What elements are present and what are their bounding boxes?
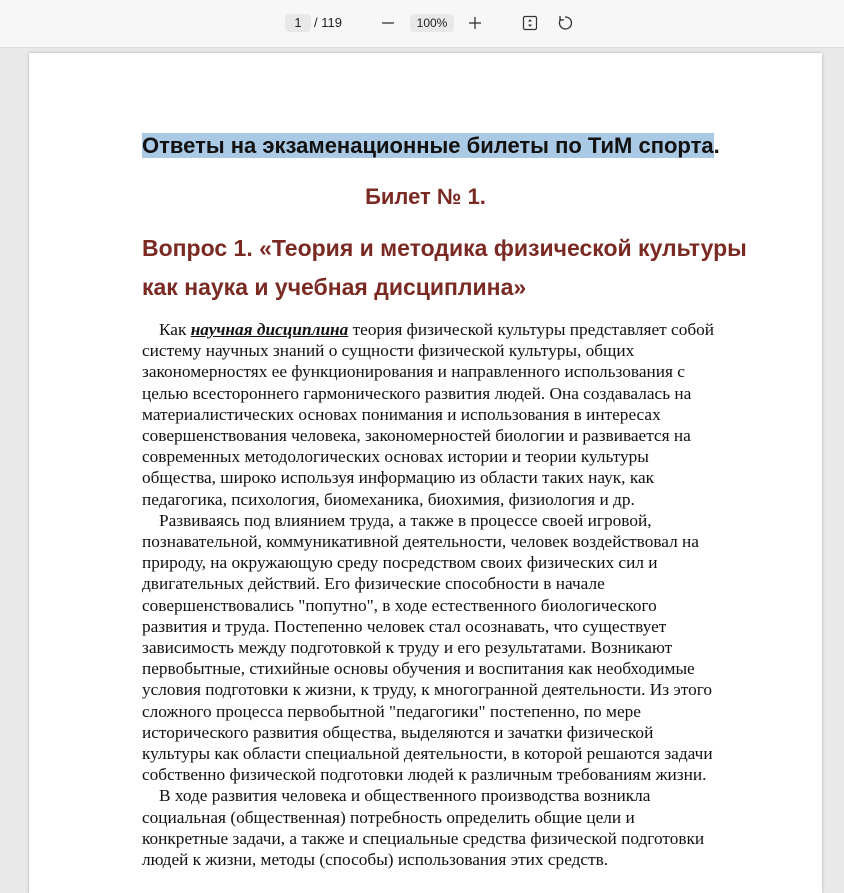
text-line: закономерностях ее функционирования и направленного использования с: [142, 362, 685, 382]
page-total: / 119: [314, 15, 342, 30]
text-line: общества, широко используя информацию из области таких наук, как: [142, 468, 655, 488]
text-line: сложного процесса первобытной "педагогики" постепенно, по мере: [142, 701, 641, 721]
zoom-level[interactable]: 100%: [410, 14, 454, 32]
text-line: конкретные задачи, а также и специальные средства физической подготовки: [142, 828, 705, 848]
text-line: первобытные, стихийные основы обучения и воспитания как необходимые: [142, 659, 695, 679]
page-number-input[interactable]: 1: [285, 14, 311, 32]
text-line: В ходе развития человека и общественного производства возникла: [159, 786, 651, 806]
text-line: условия подготовки к жизни, к труду, к многогранной деятельности. Из этого: [142, 680, 713, 700]
zoom-out-button[interactable]: [377, 12, 399, 34]
scrollbar[interactable]: [826, 48, 844, 884]
text-line: культуры как области специальной деятельности, в которой решаются задачи: [142, 744, 713, 764]
text-line: материалистических основах понимания и использования в интересах: [142, 404, 661, 424]
pdf-toolbar: [0, 0, 844, 48]
document-title: Ответы на экзаменационные билеты по ТиМ спорта.: [142, 133, 720, 158]
pdf-page: [29, 53, 822, 893]
text-line: собственно физической подготовки людей к различным требованиям жизни.: [142, 765, 707, 785]
text-line: целью всестороннего гармонического развития людей. Она создавалась на: [142, 383, 692, 403]
text-line: Развиваясь под влиянием труда, а также в процессе своей игровой,: [159, 510, 652, 530]
text-line: познавательной, коммуникативной деятельности, человек воздействовал на: [142, 532, 699, 552]
fit-page-button[interactable]: [519, 12, 541, 34]
text-line: двигательных действий. Его физические способности в начале: [142, 574, 605, 594]
selected-text: Ответы на экзаменационные билеты по ТиМ спорта: [142, 133, 714, 158]
text-line: совершенствования человека, закономерностей биологии и развивается на: [142, 426, 691, 446]
text-line: педагогика, психология, биомеханика, биохимия, физиология и др.: [142, 489, 635, 509]
minus-icon: [381, 16, 395, 30]
rotate-icon: [557, 15, 573, 31]
text-line: развития и труда. Постепенно человек стал осознавать, что существует: [142, 616, 667, 636]
fit-page-icon: [522, 15, 538, 31]
zoom-in-button[interactable]: [464, 12, 486, 34]
text-line: системy научных знаний о сущности физической культуры, общих: [142, 341, 635, 361]
text-line: зависимость между подготовкой к труду и его результатами. Возникают: [142, 638, 673, 658]
plus-icon: [468, 16, 482, 30]
text-line: природу, на окружающую среду посредством своих физических сил и: [142, 553, 658, 573]
question-heading: Вопрос 1. «Теория и методика физической культуры как наука и учебная дисциплина»: [142, 235, 747, 300]
rotate-button[interactable]: [554, 12, 576, 34]
text-line: исторического развития общества, выделяются и зачатки физической: [142, 722, 654, 742]
text-line: людей к жизни, методы (способы) использования этих средств.: [142, 850, 609, 870]
text-line: Как научная дисциплина теория физической культуры представляет собой: [159, 320, 715, 339]
text-line: современных методологических основах истории и теории культуры: [142, 447, 649, 467]
text-line: социальная (общественная) потребность определить общие цели и: [142, 807, 635, 827]
document-body: [142, 319, 714, 870]
text-line: совершенствовались "попутно", в ходе естественного биологического: [142, 595, 657, 615]
ticket-heading: Билет № 1.: [365, 184, 486, 209]
